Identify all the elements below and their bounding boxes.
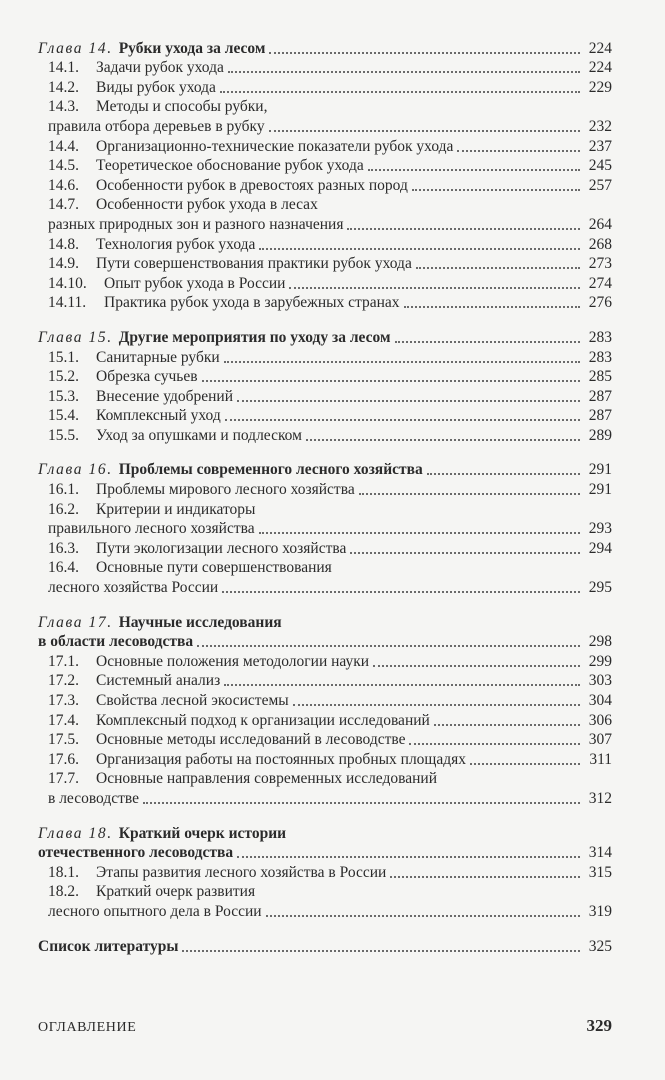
toc-entry-row: [38, 58, 612, 78]
entry-title: Проблемы мирового лесного хозяйства: [96, 481, 355, 499]
entry-page: 237: [588, 137, 612, 155]
toc-entry-row: [38, 367, 612, 387]
toc-chapter-heading-row: [38, 843, 612, 863]
running-footer-title: ОГЛАВЛЕНИЕ: [38, 1020, 137, 1035]
dot-leader: [220, 90, 580, 93]
entry-title: Краткий очерк развития: [96, 883, 256, 901]
toc-entry-row: [38, 97, 612, 117]
dot-leader: [427, 472, 580, 475]
dot-leader: [237, 855, 580, 858]
entry-page: 245: [588, 157, 612, 175]
toc-chapter: [38, 327, 612, 445]
chapter-label: Глава 18.: [38, 824, 113, 842]
entry-title: Основные положения методологии науки: [96, 652, 370, 670]
entry-title: разных природных зон и разного назначения: [48, 215, 344, 233]
dot-leader: [368, 168, 580, 171]
toc-entry-row: [38, 406, 612, 426]
entry-title: Основные методы исследований в лесоводстве: [96, 731, 406, 749]
toc-entry-row: [38, 577, 612, 597]
bibliography-page: 325: [588, 937, 612, 955]
entry-number: 14.8.: [48, 235, 79, 253]
dot-leader: [306, 438, 580, 441]
toc-entry-row: [38, 519, 612, 539]
dot-leader: [416, 266, 580, 269]
dot-leader: [224, 360, 580, 363]
dot-leader: [347, 227, 580, 230]
entry-number: 15.3.: [48, 387, 79, 405]
dot-leader: [404, 305, 580, 308]
dot-leader: [266, 914, 580, 917]
entry-title: Особенности рубок в древостоях разных пород: [96, 176, 408, 194]
toc-entry-row: [38, 77, 612, 97]
dot-leader: [395, 340, 581, 343]
toc-entry-row: [38, 882, 612, 902]
toc-entry-row: [38, 214, 612, 234]
dot-leader: [224, 683, 580, 686]
entry-page: 315: [588, 863, 612, 881]
toc-entry-row: [38, 749, 612, 769]
page-number: 329: [586, 1016, 612, 1035]
toc-entry-row: [38, 499, 612, 519]
toc-chapter: [38, 823, 612, 921]
entry-page: 299: [588, 652, 612, 670]
entry-page: 264: [588, 215, 612, 233]
dot-leader: [289, 286, 580, 289]
entry-title: Комплексный уход: [96, 407, 221, 425]
dot-leader: [228, 70, 580, 73]
entry-number: 14.9.: [48, 255, 79, 273]
entry-title: Пути экологизации лесного хозяйства: [96, 539, 347, 557]
entry-page: 229: [588, 78, 612, 96]
entry-number: 16.4.: [48, 559, 79, 577]
entry-number: 14.5.: [48, 157, 79, 175]
toc-entry-row: [38, 730, 612, 750]
toc-entry-row: [38, 273, 612, 293]
chapter-label: Глава 17.: [38, 613, 113, 631]
entry-title: лесного опытного дела в России: [48, 902, 262, 920]
toc-entry-row: [38, 386, 612, 406]
chapter-title: Проблемы современного лесного хозяйства: [118, 461, 423, 479]
dot-leader: [409, 742, 580, 745]
toc-entry-row: [38, 538, 612, 558]
entry-title: Теоретическое обоснование рубок ухода: [96, 157, 364, 175]
dot-leader: [457, 149, 580, 152]
toc-entry-row: [38, 293, 612, 313]
entry-number: 17.1.: [48, 652, 79, 670]
entry-title: правила отбора деревьев в рубку: [48, 117, 265, 135]
chapter-page: 283: [588, 328, 612, 346]
entry-page: 306: [588, 711, 612, 729]
toc-entry-row: [38, 558, 612, 578]
entry-title: в лесоводстве: [48, 789, 139, 807]
dot-leader: [202, 379, 580, 382]
entry-title: Виды рубок ухода: [96, 78, 216, 96]
dot-leader: [182, 949, 580, 952]
toc-entry-row: [38, 425, 612, 445]
entry-title: Основные пути совершенствования: [96, 559, 332, 577]
entry-title: Свойства лесной экосистемы: [96, 692, 289, 709]
toc-entry-row: [38, 710, 612, 730]
toc-entry-row: [38, 862, 612, 882]
entry-title: Особенности рубок ухода в лесах: [96, 196, 318, 214]
entry-page: 312: [588, 789, 612, 807]
entry-number: 14.6.: [48, 176, 79, 194]
entry-page: 294: [588, 539, 612, 557]
toc-entry-row: [38, 136, 612, 156]
bibliography-title: Список литературы: [38, 937, 179, 955]
entry-number: 15.4.: [48, 407, 79, 425]
toc-entry-row: [38, 769, 612, 789]
entry-number: 16.2.: [48, 500, 79, 518]
chapter-page: 291: [588, 461, 612, 479]
dot-leader: [269, 129, 580, 132]
entry-number: 17.3.: [48, 692, 79, 709]
entry-number: 16.1.: [48, 481, 79, 499]
chapter-title: Научные исследования: [118, 613, 282, 631]
entry-title: Критерии и индикаторы: [96, 500, 256, 518]
entry-number: 18.2.: [48, 883, 79, 901]
entry-number: 15.5.: [48, 426, 79, 444]
entry-number: 17.4.: [48, 711, 79, 729]
entry-page: 274: [588, 274, 612, 292]
chapter-page: 298: [588, 633, 612, 651]
entry-page: 291: [588, 481, 612, 499]
entry-page: 293: [588, 520, 612, 538]
entry-page: 319: [588, 902, 612, 920]
toc-entry-row: [38, 651, 612, 671]
entry-number: 15.2.: [48, 368, 79, 386]
entry-number: 14.3.: [48, 98, 79, 116]
entry-page: 287: [588, 387, 612, 405]
chapter-title: в области лесоводства: [38, 633, 194, 651]
entry-title: Системный анализ: [96, 672, 221, 690]
chapter-label: Глава 15.: [38, 328, 113, 346]
dot-leader: [269, 51, 580, 54]
page-footer: [38, 1016, 612, 1036]
toc-entry-row: [38, 175, 612, 195]
toc-chapter-heading-row: [38, 823, 612, 843]
bibliography-row: [38, 936, 612, 956]
entry-title: Методы и способы рубки,: [96, 98, 268, 116]
dot-leader: [390, 875, 580, 878]
toc-entry-row: [38, 347, 612, 367]
entry-page: 276: [588, 294, 612, 312]
toc-entry-row: [38, 195, 612, 215]
entry-number: 16.3.: [48, 539, 79, 557]
dot-leader: [412, 188, 580, 191]
dot-leader: [359, 492, 580, 495]
entry-page: 307: [588, 731, 612, 749]
toc-entry-row: [38, 156, 612, 176]
entry-number: 18.1.: [48, 863, 79, 881]
dot-leader: [293, 703, 580, 706]
entry-title: Комплексный подход к организации исследований: [96, 711, 430, 729]
dot-leader: [259, 531, 580, 534]
dot-leader: [470, 762, 580, 765]
chapter-title: Рубки ухода за лесом: [118, 39, 266, 57]
entry-page: 303: [588, 672, 612, 690]
entry-page: 283: [588, 348, 612, 366]
entry-number: 17.7.: [48, 770, 79, 788]
entry-title: Организация работы на постоянных пробных площадях: [96, 750, 467, 768]
entry-title: Этапы развития лесного хозяйства в России: [96, 863, 387, 881]
dot-leader: [225, 418, 580, 421]
entry-title: Санитарные рубки: [96, 348, 220, 366]
chapter-title: Краткий очерк истории: [118, 824, 287, 842]
entry-page: 285: [588, 368, 612, 386]
entry-title: лесного хозяйства России: [48, 579, 219, 597]
entry-page: 232: [588, 117, 612, 135]
toc-entry-row: [38, 234, 612, 254]
entry-number: 17.2.: [48, 672, 79, 690]
chapter-page: 314: [588, 844, 612, 862]
toc-entry-row: [38, 690, 612, 710]
toc-chapter-heading-row: [38, 460, 612, 480]
toc-entry-row: [38, 254, 612, 274]
dot-leader: [197, 644, 580, 647]
dot-leader: [373, 664, 580, 667]
toc-entry-row: [38, 901, 612, 921]
entry-number: 14.11.: [48, 294, 87, 312]
entry-page: 295: [588, 579, 612, 597]
entry-number: 14.4.: [48, 137, 79, 155]
entry-page: 304: [588, 692, 612, 709]
toc-entry-row: [38, 788, 612, 808]
toc-chapter-heading-row: [38, 612, 612, 632]
entry-title: Организационно-технические показатели рубок ухода: [96, 137, 454, 155]
chapter-title: Другие мероприятия по уходу за лесом: [118, 328, 391, 346]
toc-entry-row: [38, 116, 612, 136]
toc-chapter: [38, 38, 612, 312]
entry-title: Обрезка сучьев: [96, 368, 198, 386]
entry-page: 311: [589, 750, 612, 768]
entry-title: Технология рубок ухода: [96, 235, 256, 253]
entry-page: 257: [588, 176, 612, 194]
entry-page: 273: [588, 255, 612, 273]
dot-leader: [222, 590, 580, 593]
dot-leader: [237, 399, 580, 402]
chapter-label: Глава 16.: [38, 461, 113, 479]
entry-number: 14.2.: [48, 78, 79, 96]
entry-number: 14.10.: [48, 274, 87, 292]
toc-chapter-heading-row: [38, 327, 612, 347]
entry-page: 287: [588, 407, 612, 425]
toc-entry-row: [38, 671, 612, 691]
entry-page: 224: [588, 59, 612, 77]
dot-leader: [259, 247, 580, 250]
toc-chapter: [38, 460, 612, 597]
entry-title: Опыт рубок ухода в России: [104, 274, 286, 292]
entry-number: 15.1.: [48, 348, 79, 366]
entry-number: 17.5.: [48, 731, 79, 749]
toc-chapter-heading-row: [38, 632, 612, 652]
entry-page: 268: [588, 235, 612, 253]
dot-leader: [434, 723, 580, 726]
entry-title: Внесение удобрений: [96, 387, 234, 405]
entry-page: 289: [588, 426, 612, 444]
entry-title: Задачи рубок ухода: [96, 59, 224, 77]
entry-number: 14.1.: [48, 59, 79, 77]
entry-number: 17.6.: [48, 750, 79, 768]
chapter-page: 224: [588, 39, 612, 57]
entry-title: Уход за опушками и подлеском: [96, 426, 302, 444]
dot-leader: [350, 551, 580, 554]
entry-title: Пути совершенствования практики рубок ухода: [96, 255, 412, 273]
chapter-label: Глава 14.: [38, 39, 113, 57]
toc-chapter: [38, 612, 612, 808]
toc-entry-row: [38, 479, 612, 499]
entry-title: правильного лесного хозяйства: [48, 520, 255, 538]
chapter-title: отечественного лесоводства: [38, 844, 234, 862]
entry-title: Практика рубок ухода в зарубежных странах: [104, 294, 400, 312]
dot-leader: [143, 801, 580, 804]
entry-number: 14.7.: [48, 196, 79, 214]
table-of-contents: [38, 38, 612, 956]
toc-chapter-heading-row: [38, 38, 612, 58]
entry-title: Основные направления современных исследований: [96, 770, 437, 788]
